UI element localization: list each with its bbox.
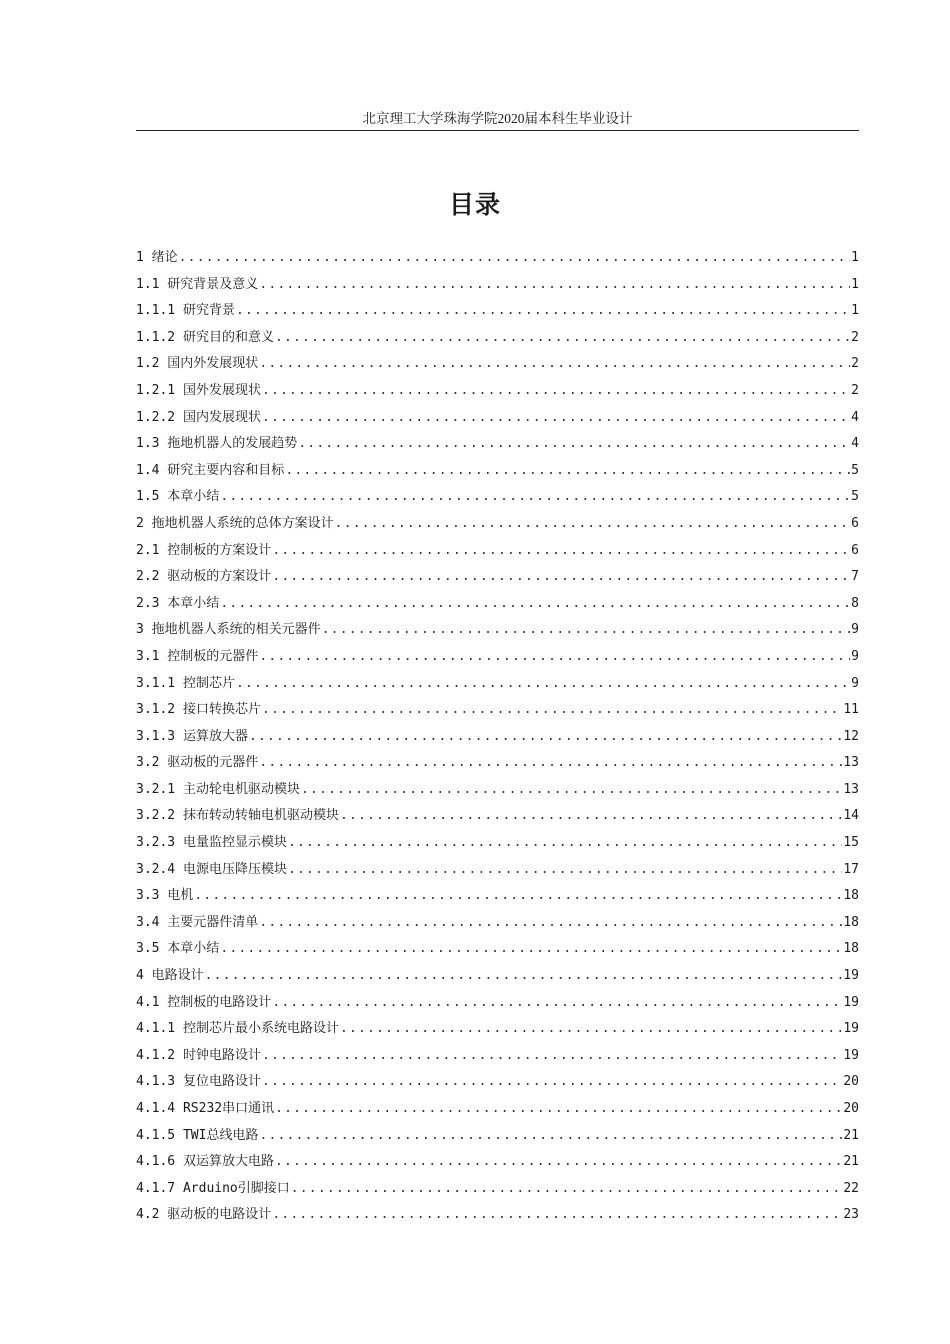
- toc-entry-page-number: 2: [851, 382, 859, 398]
- toc-entry-label: 4.1.4 RS232串口通讯: [136, 1101, 275, 1116]
- toc-entry-label: 4.2 驱动板的电路设计: [136, 1207, 272, 1223]
- toc-entry-page-number: 19: [843, 994, 859, 1010]
- toc-dot-leader: [194, 883, 842, 910]
- toc-entry[interactable]: [136, 883, 859, 910]
- toc-entry-label: 1 绪论: [136, 250, 178, 265]
- toc-entry[interactable]: [136, 538, 859, 565]
- toc-dot-leader: [291, 1176, 843, 1203]
- toc-entry[interactable]: [136, 484, 859, 511]
- toc-entry[interactable]: [136, 1016, 859, 1043]
- toc-entry[interactable]: [136, 1176, 859, 1203]
- toc-entry-page-number: 5: [851, 462, 859, 478]
- toc-entry[interactable]: [136, 431, 859, 458]
- toc-entry[interactable]: [136, 1096, 859, 1123]
- toc-entry[interactable]: [136, 1069, 859, 1096]
- toc-entry-label: 1.2.2 国内发展现状: [136, 409, 261, 425]
- toc-entry-page-number: 18: [843, 941, 859, 957]
- toc-entry[interactable]: [136, 671, 859, 698]
- toc-entry-label: 3.1 控制板的元器件: [136, 648, 259, 664]
- toc-entry[interactable]: [136, 1202, 859, 1229]
- toc-dot-leader: [262, 405, 850, 432]
- toc-entry[interactable]: [136, 617, 859, 644]
- toc-entry-page-number: 14: [843, 808, 859, 824]
- toc-entry-page-number: 18: [843, 914, 859, 930]
- toc-entry[interactable]: [136, 803, 859, 830]
- toc-entry-page-number: 1: [851, 276, 859, 292]
- toc-entry[interactable]: [136, 458, 859, 485]
- toc-entry-page-number: 18: [843, 888, 859, 904]
- toc-entry[interactable]: [136, 564, 859, 591]
- toc-entry[interactable]: [136, 857, 859, 884]
- toc-dot-leader: [249, 724, 842, 751]
- toc-entry[interactable]: [136, 378, 859, 405]
- toc-entry[interactable]: [136, 936, 859, 963]
- toc-entry[interactable]: [136, 1043, 859, 1070]
- toc-dot-leader: [272, 564, 850, 591]
- toc-entry-page-number: 6: [851, 542, 859, 558]
- toc-entry-page-number: 5: [851, 489, 859, 505]
- toc-dot-leader: [262, 378, 850, 405]
- toc-entry-page-number: 9: [851, 675, 859, 691]
- toc-dot-leader: [335, 511, 851, 538]
- toc-entry-label: 1.3 拖地机器人的发展趋势: [136, 436, 298, 452]
- toc-entry-page-number: 4: [851, 436, 859, 452]
- toc-dot-leader: [236, 298, 850, 325]
- toc-entry[interactable]: [136, 405, 859, 432]
- toc-entry-page-number: 21: [843, 1154, 859, 1170]
- toc-dot-leader: [272, 538, 850, 565]
- toc-entry[interactable]: [136, 298, 859, 325]
- toc-entry-label: 1.1.1 研究背景: [136, 303, 235, 319]
- toc-entry[interactable]: [136, 1123, 859, 1150]
- toc-entry-page-number: 2: [851, 329, 859, 345]
- toc-entry-page-number: 2: [851, 356, 859, 372]
- toc-entry-page-number: 21: [843, 1127, 859, 1143]
- toc-entry-label: 1.4 研究主要内容和目标: [136, 462, 285, 478]
- toc-dot-leader: [220, 936, 842, 963]
- toc-entry-page-number: 19: [843, 1047, 859, 1063]
- toc-dot-leader: [259, 1123, 842, 1150]
- toc-dot-leader: [259, 750, 842, 777]
- toc-dot-leader: [272, 990, 842, 1017]
- toc-dot-leader: [259, 351, 850, 378]
- page-header-text: 北京理工大学珠海学院2020届本科生毕业设计: [362, 111, 633, 126]
- toc-entry-label: 4.1 控制板的电路设计: [136, 994, 272, 1010]
- toc-entry[interactable]: [136, 644, 859, 671]
- toc-entry-page-number: 13: [843, 781, 859, 797]
- toc-dot-leader: [288, 857, 842, 884]
- toc-entry-label: 3.2.2 抹布转动转轴电机驱动模块: [136, 808, 339, 824]
- toc-entry-label: 3.2 驱动板的元器件: [136, 755, 259, 771]
- toc-entry-page-number: 11: [843, 702, 859, 718]
- toc-entry[interactable]: [136, 910, 859, 937]
- toc-dot-leader: [236, 671, 850, 698]
- toc-entry-label: 4.1.7 Arduino引脚接口: [136, 1180, 290, 1196]
- toc-entry[interactable]: [136, 697, 859, 724]
- page-title: 目录: [448, 190, 501, 219]
- toc-dot-leader: [262, 1069, 842, 1096]
- toc-entry-page-number: 19: [843, 968, 859, 984]
- toc-dot-leader: [262, 697, 842, 724]
- toc-entry-label: 1.2.1 国外发展现状: [136, 382, 261, 398]
- toc-entry-label: 1.2 国内外发展现状: [136, 356, 259, 372]
- toc-dot-leader: [275, 1149, 842, 1176]
- toc-entry-label: 3.2.3 电量监控显示模块: [136, 835, 287, 851]
- toc-entry-page-number: 8: [851, 595, 859, 611]
- toc-entry[interactable]: [136, 830, 859, 857]
- toc-dot-leader: [220, 484, 850, 511]
- toc-dot-leader: [272, 1202, 842, 1229]
- toc-entry-page-number: 12: [843, 728, 859, 744]
- toc-entry-page-number: 19: [843, 1021, 859, 1037]
- toc-entry-page-number: 20: [843, 1101, 859, 1116]
- toc-entry[interactable]: [136, 511, 859, 538]
- toc-entry-page-number: 4: [851, 409, 859, 425]
- toc-entry-label: 1.5 本章小结: [136, 489, 220, 505]
- toc-entry-label: 4.1.3 复位电路设计: [136, 1074, 261, 1090]
- toc-entry[interactable]: [136, 1149, 859, 1176]
- toc-entry-label: 3.1.2 接口转换芯片: [136, 702, 261, 718]
- toc-entry-label: 4 电路设计: [136, 968, 204, 984]
- toc-entry-label: 3.5 本章小结: [136, 941, 220, 957]
- toc-entry-page-number: 9: [851, 622, 859, 638]
- toc-entry-page-number: 13: [843, 755, 859, 771]
- toc-entry-label: 4.1.2 时钟电路设计: [136, 1047, 261, 1063]
- toc-entry-label: 3.2.4 电源电压降压模块: [136, 861, 287, 877]
- toc-entry-page-number: 20: [843, 1074, 859, 1090]
- toc-entry-label: 2 拖地机器人系统的总体方案设计: [136, 515, 334, 531]
- toc-entry[interactable]: [136, 724, 859, 751]
- toc-entry-label: 2.1 控制板的方案设计: [136, 542, 272, 558]
- toc-dot-leader: [259, 910, 842, 937]
- toc-entry-label: 3 拖地机器人系统的相关元器件: [136, 622, 321, 638]
- toc-dot-leader: [340, 1016, 842, 1043]
- toc-dot-leader: [259, 272, 850, 299]
- toc-entry[interactable]: [136, 750, 859, 777]
- toc-dot-leader: [275, 325, 850, 352]
- toc-dot-leader: [262, 1043, 842, 1070]
- toc-entry-label: 4.1.1 控制芯片最小系统电路设计: [136, 1021, 339, 1037]
- toc-dot-leader: [322, 617, 851, 644]
- toc-entry-page-number: 7: [851, 569, 859, 585]
- toc-entry-page-number: 6: [851, 515, 859, 531]
- toc-entry[interactable]: [136, 245, 859, 272]
- page-header: [136, 108, 859, 131]
- toc-entry[interactable]: [136, 777, 859, 804]
- toc-entry-page-number: 9: [851, 648, 859, 664]
- toc-entry-page-number: 22: [843, 1180, 859, 1196]
- toc-entry-label: 3.3 电机: [136, 888, 194, 904]
- toc-entry-label: 2.2 驱动板的方案设计: [136, 569, 272, 585]
- toc-entry[interactable]: [136, 351, 859, 378]
- toc-entry-label: 2.3 本章小结: [136, 595, 220, 611]
- toc-entry[interactable]: [136, 990, 859, 1017]
- toc-entry-label: 3.1.1 控制芯片: [136, 675, 235, 691]
- toc-dot-leader: [340, 803, 842, 830]
- toc-entry-page-number: 17: [843, 861, 859, 877]
- toc-dot-leader: [285, 458, 850, 485]
- toc-dot-leader: [205, 963, 843, 990]
- toc-entry-label: 1.1 研究背景及意义: [136, 276, 259, 292]
- toc-entry-label: 3.2.1 主动轮电机驱动模块: [136, 781, 300, 797]
- table-of-contents: [136, 245, 859, 1229]
- toc-dot-leader: [288, 830, 842, 857]
- toc-entry-label: 3.1.3 运算放大器: [136, 728, 248, 744]
- toc-entry-label: 4.1.6 双运算放大电路: [136, 1154, 274, 1170]
- toc-entry[interactable]: [136, 963, 859, 990]
- toc-entry[interactable]: [136, 272, 859, 299]
- toc-entry[interactable]: [136, 591, 859, 618]
- toc-dot-leader: [179, 245, 851, 272]
- toc-dot-leader: [259, 644, 850, 671]
- toc-dot-leader: [275, 1096, 842, 1123]
- toc-entry-page-number: 1: [851, 303, 859, 319]
- toc-entry-label: 3.4 主要元器件清单: [136, 914, 259, 930]
- toc-entry-label: 4.1.5 TWI总线电路: [136, 1127, 259, 1143]
- toc-dot-leader: [298, 431, 850, 458]
- toc-entry-page-number: 23: [843, 1207, 859, 1223]
- toc-entry[interactable]: [136, 325, 859, 352]
- toc-entry-label: 1.1.2 研究目的和意义: [136, 329, 274, 345]
- toc-entry-page-number: 15: [843, 835, 859, 851]
- toc-dot-leader: [220, 591, 850, 618]
- toc-entry-page-number: 1: [851, 250, 859, 265]
- toc-dot-leader: [301, 777, 842, 804]
